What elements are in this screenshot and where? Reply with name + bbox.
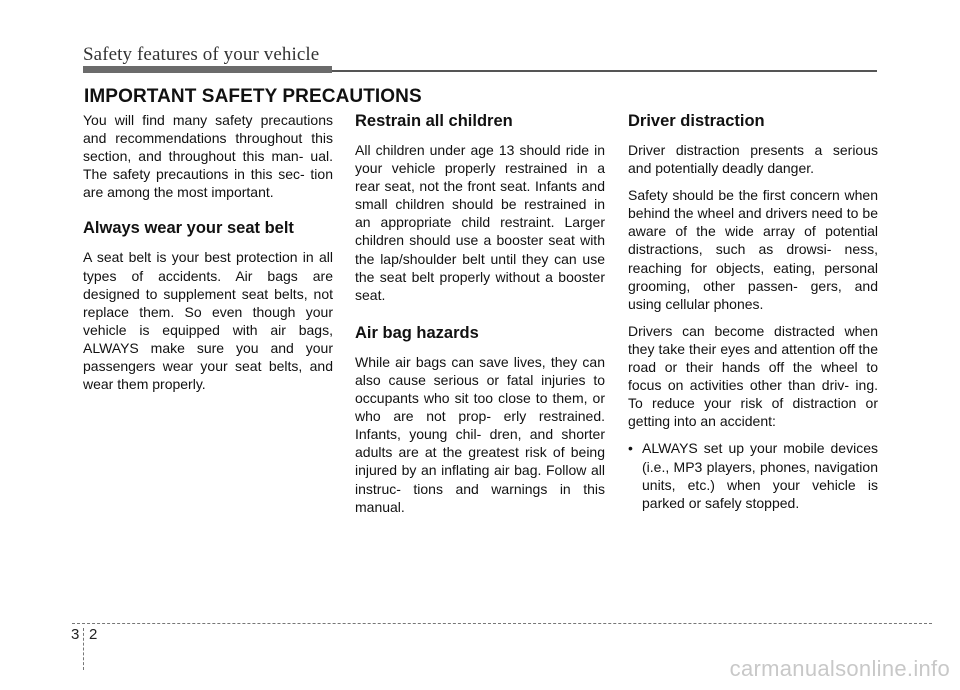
bullet-item (628, 439, 878, 511)
bullet-text: ALWAYS set up your mobile devices (i.e., MP3 players, phones, navigation units, etc.) when your vehicle is parked or safely stopped. (642, 440, 878, 511)
column-1 (83, 111, 333, 402)
header-rule-thick (83, 66, 332, 73)
air-bag-hazards-heading: Air bag hazards (355, 323, 479, 342)
page-number: 2 (89, 626, 98, 643)
column-3 (628, 111, 878, 512)
seat-belt-heading: Always wear your seat belt (83, 219, 294, 238)
driver-distraction-heading: Driver distraction (628, 112, 765, 130)
spacer (355, 313, 605, 324)
header-rule-thin (332, 70, 877, 72)
footer-dashed-rule (72, 623, 932, 624)
seat-belt-paragraph: A seat belt is your best protection in all types of accidents. Air bags are designed to supplement seat belts, not replace them. So even though your vehicle is equipped with air bags, ALWAYS make sure you and your passengers wear your seat belts, and wear them properly. (83, 249, 333, 393)
restrain-children-paragraph: All children under age 13 should ride in your vehicle properly restrained in a rear seat, not the front seat. Infants and small children should be restrained in an appropriate child restraint. Larger children should use a booster seat with the lap/shoulder belt until they can use the seat belt properly without a booster seat. (355, 142, 605, 303)
footer-vertical-dash (83, 628, 84, 670)
section-title: IMPORTANT SAFETY PRECAUTIONS (84, 86, 422, 107)
watermark: carmanualsonline.info (729, 656, 950, 681)
bullet-icon: • (628, 440, 633, 457)
page-chapter-number: 3 (71, 626, 80, 643)
intro-paragraph: You will find many safety precautions and recommendations throughout this section, and throughout this man- ual. The safety precautions in this sec- tion are among the most important. (83, 112, 333, 201)
chapter-header: Safety features of your vehicle (83, 44, 320, 65)
air-bag-hazards-paragraph: While air bags can save lives, they can also cause serious or fatal injuries to occupants who sit too close to them, or who are not prop- erly restrained. Infants, young chil- dren, and shorter adults are at the greatest risk of being injured by an inflating air bag. Follow all instruc- tions and warnings in this manual. (355, 353, 605, 515)
restrain-children-heading: Restrain all children (355, 112, 513, 130)
distraction-paragraph-1: Driver distraction presents a serious and potentially deadly danger. (628, 142, 878, 177)
column-2 (355, 111, 605, 525)
distraction-paragraph-2: Safety should be the first concern when behind the wheel and drivers need to be aware of the wide array of potential distractions, such as drowsi- ness, reaching for objects, eating, personal grooming, other passen- gers, and using cellular phones. (628, 187, 878, 312)
distraction-paragraph-3: Drivers can become distracted when they take their eyes and attention off the road or their hands off the wheel to focus on activities other than driv- ing. To reduce your risk of distraction or getting into an accident: (628, 322, 878, 430)
